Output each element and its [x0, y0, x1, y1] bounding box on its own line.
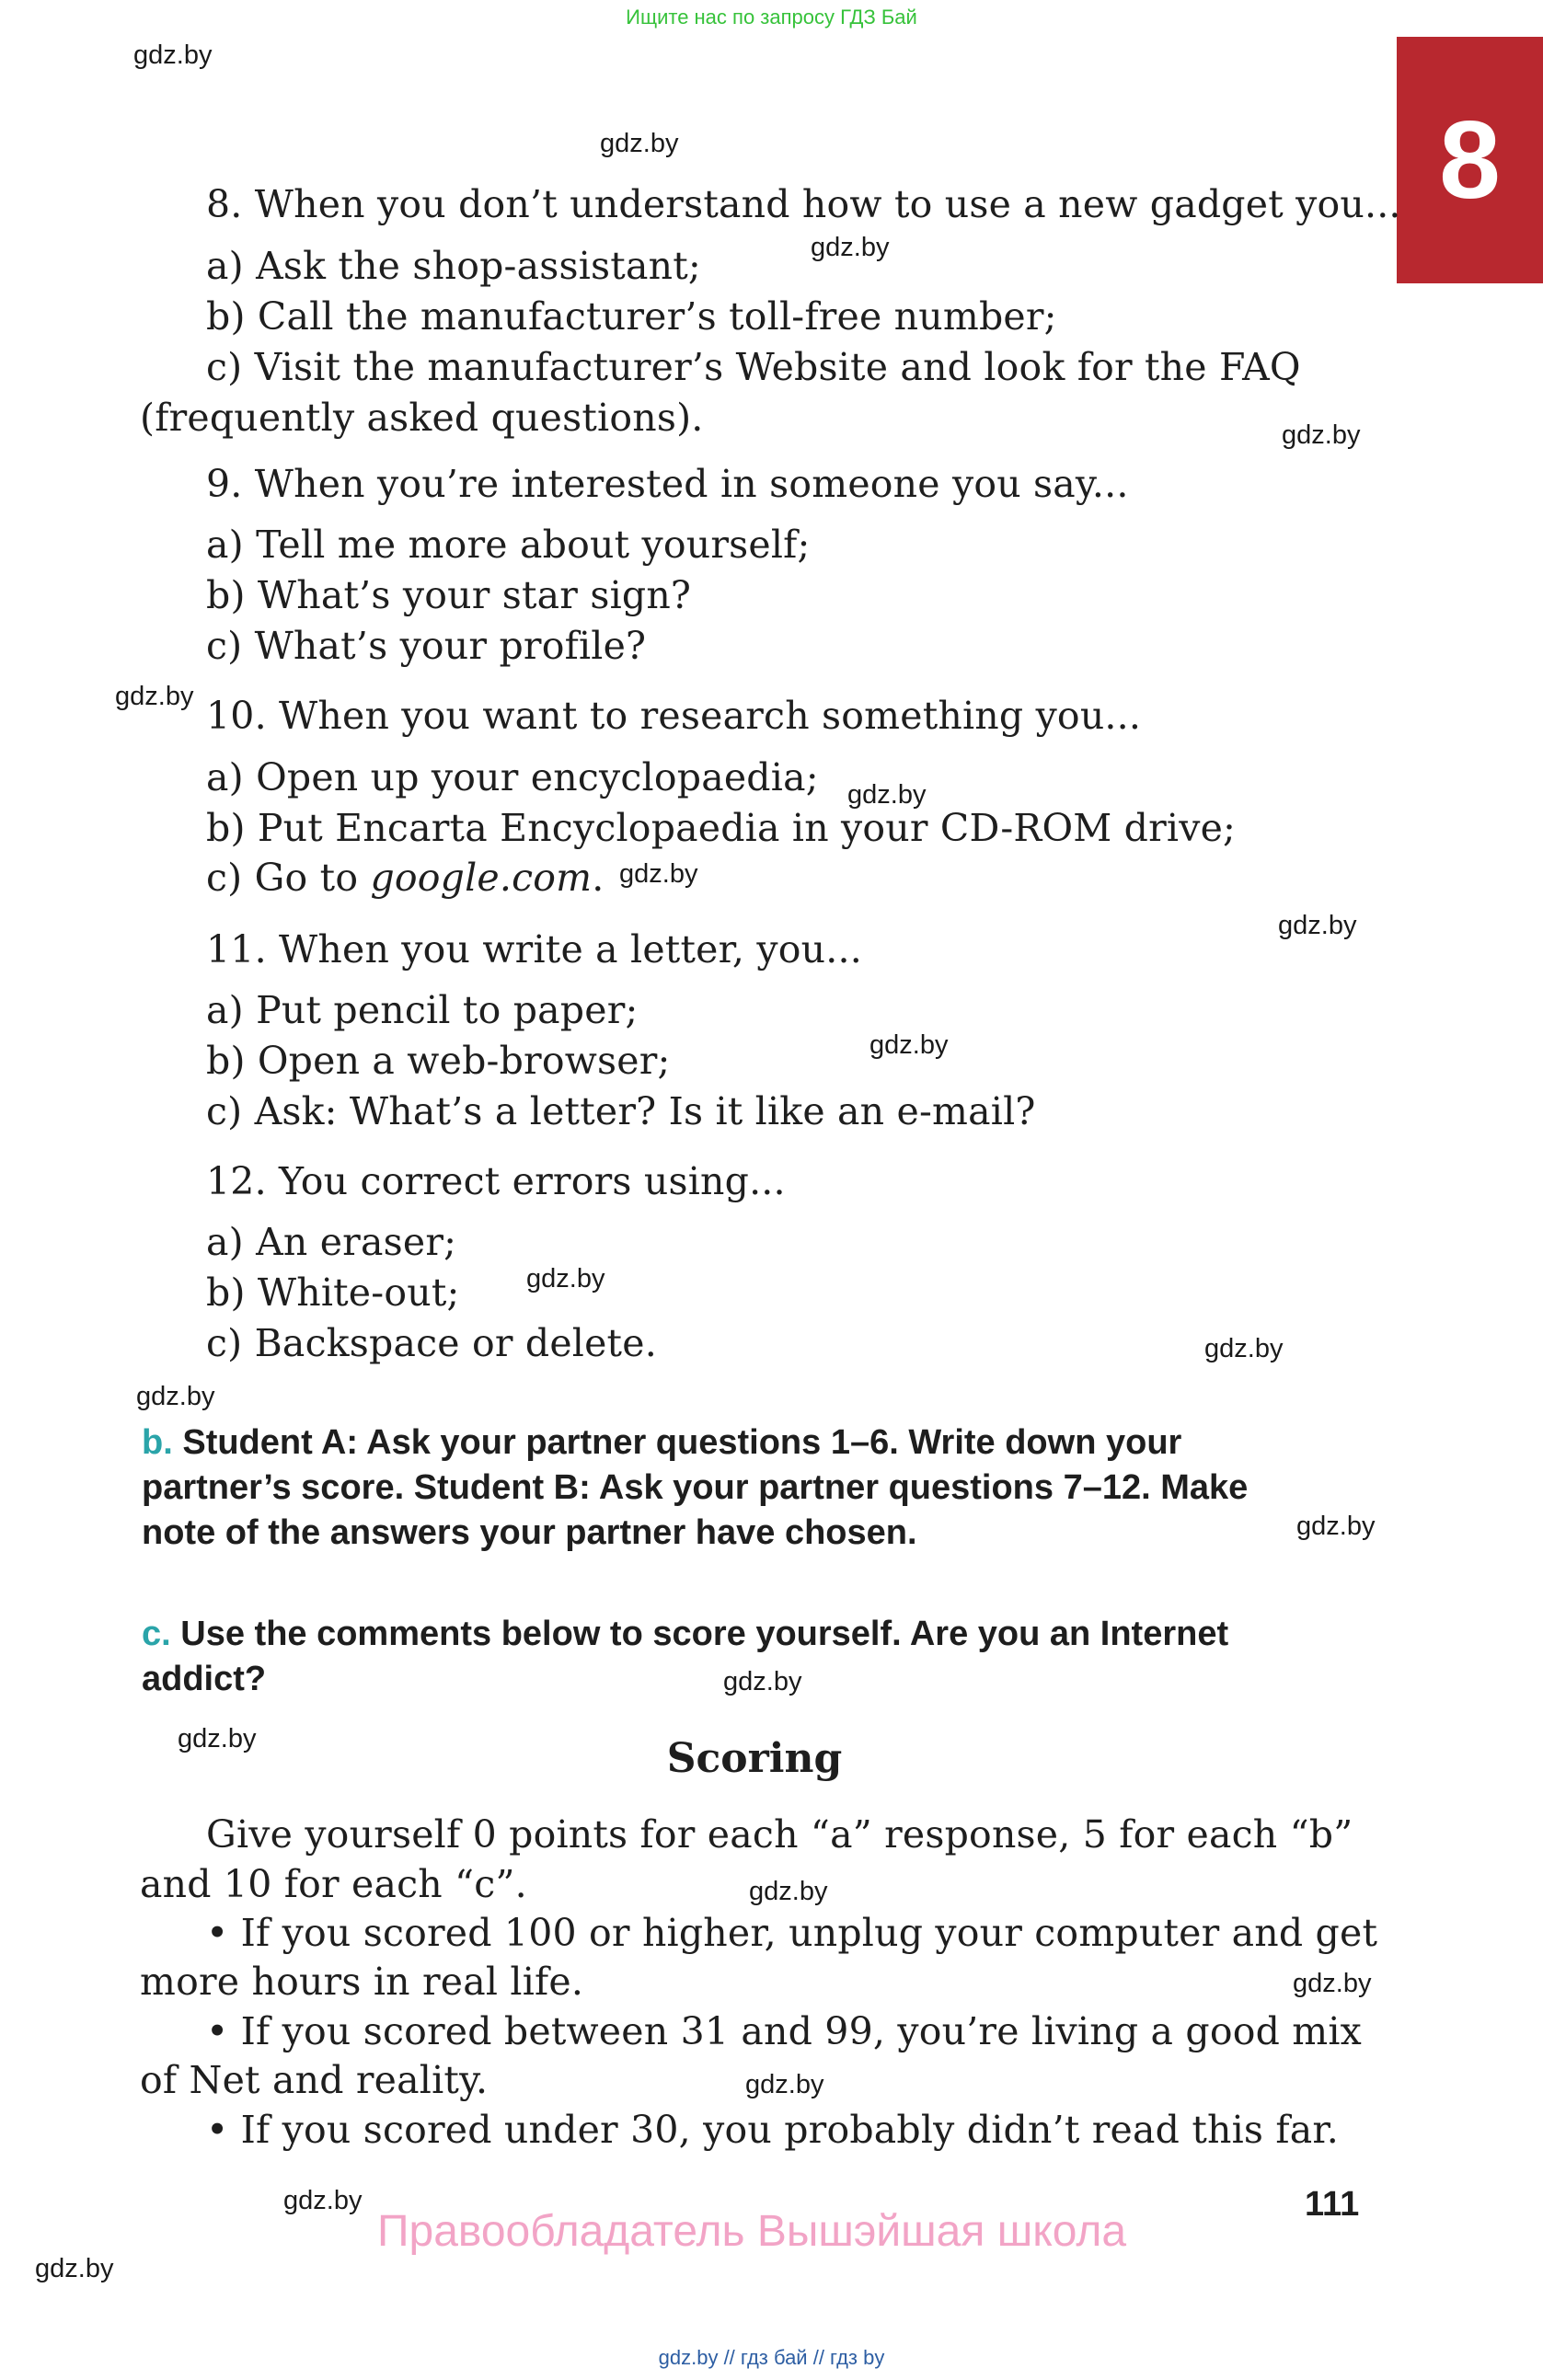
task-b-line2: partner’s score. Student B: Ask your partner questions 7–12. Make: [142, 1468, 1249, 1507]
chapter-tab: 8: [1397, 37, 1543, 283]
answer-8c-line1: c) Visit the manufacturer’s Website and look for the FAQ: [206, 345, 1301, 389]
watermark: gdz.by: [745, 2070, 824, 2099]
watermark: gdz.by: [526, 1264, 605, 1293]
task-c-line2: addict?: [142, 1660, 267, 1698]
question-9: 9. When you’re interested in someone you say...: [206, 462, 1129, 506]
question-12: 12. You correct errors using...: [206, 1159, 786, 1203]
question-10: 10. When you want to research something you...: [206, 694, 1142, 738]
watermark: gdz.by: [115, 682, 194, 711]
scoring-p1-line2: and 10 for each “c”.: [140, 1862, 527, 1906]
answer-10b: b) Put Encarta Encyclopaedia in your CD-ROM drive;: [206, 806, 1237, 850]
header-note: Ищите нас по запросу ГДЗ Бай: [626, 6, 917, 29]
watermark: gdz.by: [749, 1877, 828, 1906]
watermark: gdz.by: [1296, 1512, 1376, 1541]
scoring-p1-line1: Give yourself 0 points for each “a” response, 5 for each “b”: [206, 1812, 1353, 1857]
copyright-notice: Правообладатель Вышэйшая школа: [377, 2207, 1127, 2256]
answer-12c: c) Backspace or delete.: [206, 1321, 657, 1365]
watermark: gdz.by: [136, 1382, 215, 1411]
answer-10c: [206, 856, 604, 900]
watermark: gdz.by: [283, 2186, 363, 2215]
watermark: gdz.by: [133, 40, 213, 70]
answer-10c-prefix: c) Go to: [206, 856, 371, 900]
scoring-bullet1-line2: more hours in real life.: [140, 1960, 584, 2004]
question-8: 8. When you don’t understand how to use a new gadget you...: [206, 182, 1401, 226]
watermark: gdz.by: [1282, 420, 1361, 450]
task-b-text1: Student A: Ask your partner questions 1–6. Write down your: [182, 1423, 1182, 1462]
scoring-bullet3-line1: • If you scored under 30, you probably didn’t read this far.: [206, 2108, 1339, 2152]
task-b-line3: note of the answers your partner have chosen.: [142, 1513, 917, 1552]
answer-12a: a) An eraser;: [206, 1220, 457, 1264]
task-c-letter: c.: [142, 1615, 171, 1653]
scoring-bullet2-line2: of Net and reality.: [140, 2058, 489, 2102]
task-b-letter: b.: [142, 1423, 173, 1462]
watermark: gdz.by: [723, 1667, 802, 1696]
answer-9a: a) Tell me more about yourself;: [206, 523, 811, 567]
scoring-bullet1-line1: • If you scored 100 or higher, unplug your computer and get: [206, 1911, 1378, 1955]
answer-9b: b) What’s your star sign?: [206, 573, 692, 617]
watermark: gdz.by: [600, 129, 679, 158]
watermark: gdz.by: [35, 2254, 114, 2283]
watermark: gdz.by: [619, 859, 698, 889]
answer-9c: c) What’s your profile?: [206, 624, 647, 668]
answer-11a: a) Put pencil to paper;: [206, 988, 639, 1032]
page-number: 111: [1305, 2185, 1360, 2224]
watermark: gdz.by: [869, 1030, 949, 1060]
answer-8b: b) Call the manufacturer’s toll-free number;: [206, 294, 1057, 339]
scoring-heading: Scoring: [666, 1735, 843, 1782]
scoring-bullet2-line1: • If you scored between 31 and 99, you’re living a good mix: [206, 2009, 1362, 2053]
watermark: gdz.by: [1204, 1334, 1284, 1363]
watermark: gdz.by: [847, 780, 927, 810]
answer-12b: b) White-out;: [206, 1270, 460, 1315]
task-c-line1: [142, 1615, 1228, 1654]
google-link-text: google.com: [370, 856, 593, 900]
answer-10c-suffix: .: [592, 856, 605, 900]
question-11: 11. When you write a letter, you...: [206, 927, 862, 972]
task-b-line1: [142, 1423, 1181, 1463]
answer-11b: b) Open a web-browser;: [206, 1039, 671, 1083]
watermark: gdz.by: [1293, 1969, 1372, 1998]
answer-8c-line2: (frequently asked questions).: [140, 396, 704, 440]
task-c-text1: Use the comments below to score yourself. Are you an Internet: [180, 1615, 1229, 1653]
answer-8a: a) Ask the shop-assistant;: [206, 244, 701, 288]
watermark: gdz.by: [811, 233, 890, 262]
footer-links[interactable]: gdz.by // гдз бай // гдз by: [658, 2346, 885, 2369]
watermark: gdz.by: [1278, 911, 1357, 940]
answer-11c: c) Ask: What’s a letter? Is it like an e-mail?: [206, 1089, 1036, 1133]
answer-10a: a) Open up your encyclopaedia;: [206, 755, 819, 799]
watermark: gdz.by: [178, 1724, 257, 1753]
